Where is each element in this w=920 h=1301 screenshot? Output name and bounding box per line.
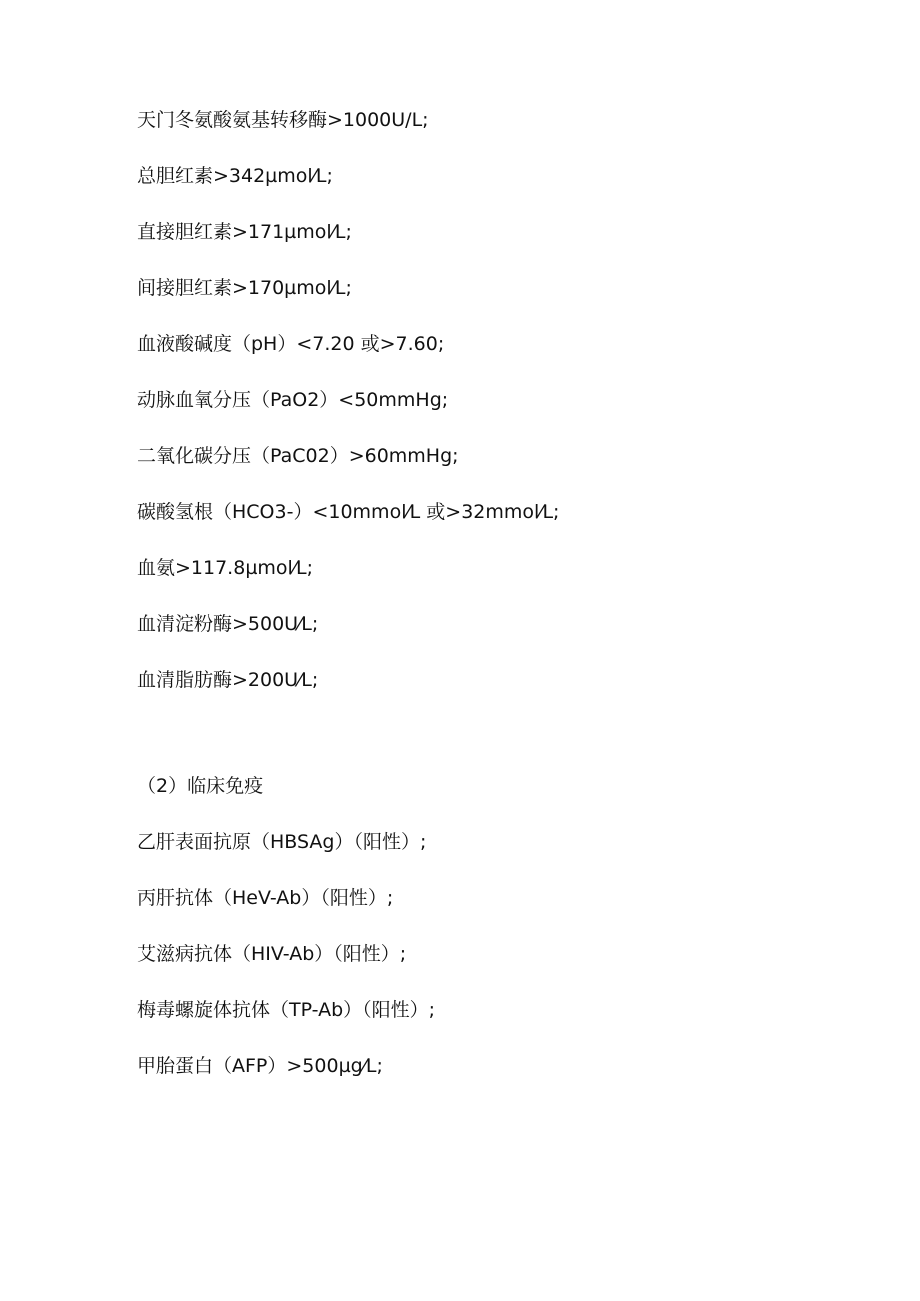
lab-item-serum-amylase: 血清淀粉酶>500U⁄L; xyxy=(137,613,319,635)
immuno-item-afp: 甲胎蛋白（AFP）>500µg⁄L; xyxy=(137,1055,383,1077)
lab-item-direct-bilirubin: 直接胆红素>171µmol⁄L; xyxy=(137,221,352,243)
lab-item-serum-lipase: 血清脂肪酶>200U⁄L; xyxy=(137,669,319,691)
lab-item-hco3: 碳酸氢根（HCO3-）<10mmol⁄L 或>32mmol⁄L; xyxy=(137,501,560,523)
lab-item-blood-ammonia: 血氨>117.8µmol⁄L; xyxy=(137,557,313,579)
immuno-item-hcv-ab: 丙肝抗体（HeV-Ab）（阳性）; xyxy=(137,887,394,909)
immuno-item-tp-ab: 梅毒螺旋体抗体（TP-Ab）（阳性）; xyxy=(137,999,436,1021)
section-heading-clinical-immunology: （2）临床免疫 xyxy=(137,775,264,797)
lab-item-ast: 天门冬氨酸氨基转移酶>1000U/L; xyxy=(137,109,429,131)
lab-item-pao2: 动脉血氧分压（PaO2）<50mmHg; xyxy=(137,389,449,411)
lab-item-blood-ph: 血液酸碱度（pH）<7.20 或>7.60; xyxy=(137,333,445,355)
immuno-item-hbsag: 乙肝表面抗原（HBSAg）（阳性）; xyxy=(137,831,427,853)
lab-item-indirect-bilirubin: 间接胆红素>170µmol⁄L; xyxy=(137,277,352,299)
lab-item-paco2: 二氧化碳分压（PaC02）>60mmHg; xyxy=(137,445,459,467)
lab-item-total-bilirubin: 总胆红素>342µmol⁄L; xyxy=(137,165,333,187)
immuno-item-hiv-ab: 艾滋病抗体（HIV-Ab）（阳性）; xyxy=(137,943,407,965)
